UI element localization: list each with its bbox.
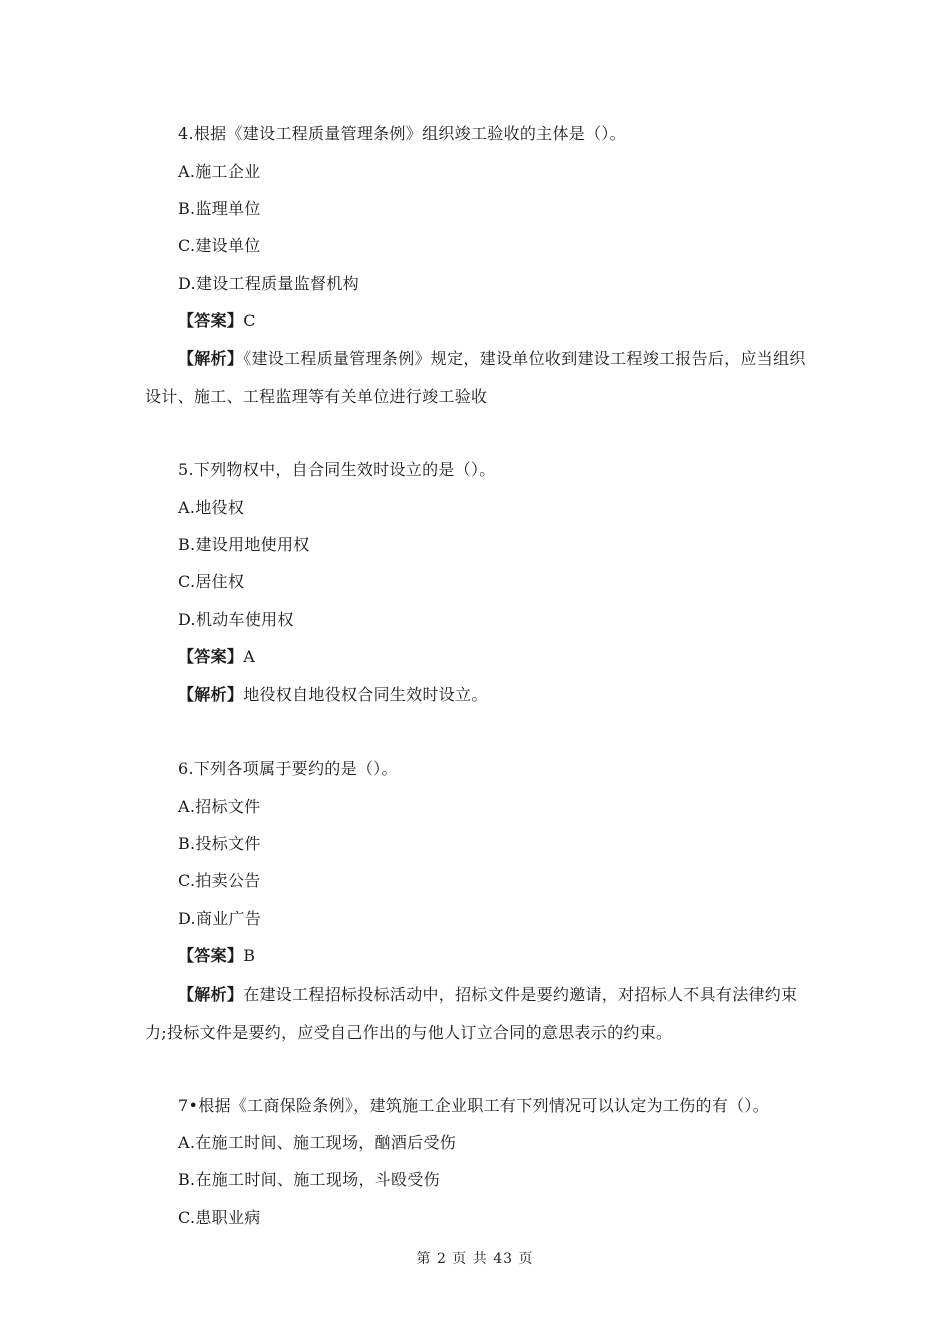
question-5-answer bbox=[178, 647, 255, 667]
question-4-answer bbox=[178, 311, 256, 331]
question-6-option-c: C.拍卖公告 bbox=[178, 871, 261, 890]
question-5-option-c: C.居住权 bbox=[178, 572, 245, 591]
answer-tag: 【答案】 bbox=[178, 311, 244, 330]
question-5-analysis bbox=[178, 685, 488, 705]
question-7-stem: 7•根据《工商保险条例》，建筑施工企业职工有下列情况可以认定为工伤的有（）。 bbox=[178, 1096, 770, 1115]
question-7-option-b: B.在施工时间、施工现场，斗殴受伤 bbox=[178, 1170, 440, 1189]
analysis-tag: 【解析】 bbox=[178, 349, 244, 368]
question-6-option-b: B.投标文件 bbox=[178, 834, 261, 853]
answer-value: B bbox=[243, 946, 256, 965]
question-7-option-c: C.患职业病 bbox=[178, 1208, 261, 1227]
page-footer: 第 2 页 共 43 页 bbox=[416, 1251, 534, 1267]
question-5-option-a: A.地役权 bbox=[178, 498, 245, 517]
analysis-tag: 【解析】 bbox=[178, 685, 244, 704]
question-6-answer bbox=[178, 946, 255, 966]
question-4-stem: 4.根据《建设工程质量管理条例》组织竣工验收的主体是（）。 bbox=[178, 124, 626, 143]
question-6-stem: 6.下列各项属于要约的是（）。 bbox=[178, 759, 398, 778]
question-5-option-b: B.建设用地使用权 bbox=[178, 535, 310, 554]
question-6-analysis bbox=[145, 976, 813, 1052]
question-4-option-c: C.建设单位 bbox=[178, 236, 261, 255]
analysis-text: 地役权自地役权合同生效时设立。 bbox=[243, 685, 488, 704]
question-4-option-d: D.建设工程质量监督机构 bbox=[178, 274, 359, 293]
answer-value: A bbox=[243, 647, 256, 666]
question-4-option-a: A.施工企业 bbox=[178, 162, 261, 181]
question-7-option-a: A.在施工时间、施工现场，酗酒后受伤 bbox=[178, 1133, 457, 1152]
answer-value: C bbox=[243, 311, 256, 330]
question-4-option-b: B.监理单位 bbox=[178, 199, 261, 218]
analysis-tag: 【解析】 bbox=[178, 985, 244, 1004]
question-5-option-d: D.机动车使用权 bbox=[178, 610, 294, 629]
question-4-analysis bbox=[145, 340, 813, 416]
question-6-option-a: A.招标文件 bbox=[178, 797, 261, 816]
analysis-text: 在建设工程招标投标活动中，招标文件是要约邀请，对招标人不具有法律约束力;投标文件是要约，应受自己作出的与他人订立合同的意思表示的约束。 bbox=[145, 985, 798, 1042]
question-5-stem: 5.下列物权中，自合同生效时设立的是（）。 bbox=[178, 460, 496, 479]
answer-tag: 【答案】 bbox=[178, 647, 244, 666]
analysis-text: 《建设工程质量管理条例》规定，建设单位收到建设工程竣工报告后，应当组织设计、施工、工程监理等有关单位进行竣工验收 bbox=[145, 349, 806, 406]
question-6-option-d: D.商业广告 bbox=[178, 909, 262, 928]
answer-tag: 【答案】 bbox=[178, 946, 244, 965]
